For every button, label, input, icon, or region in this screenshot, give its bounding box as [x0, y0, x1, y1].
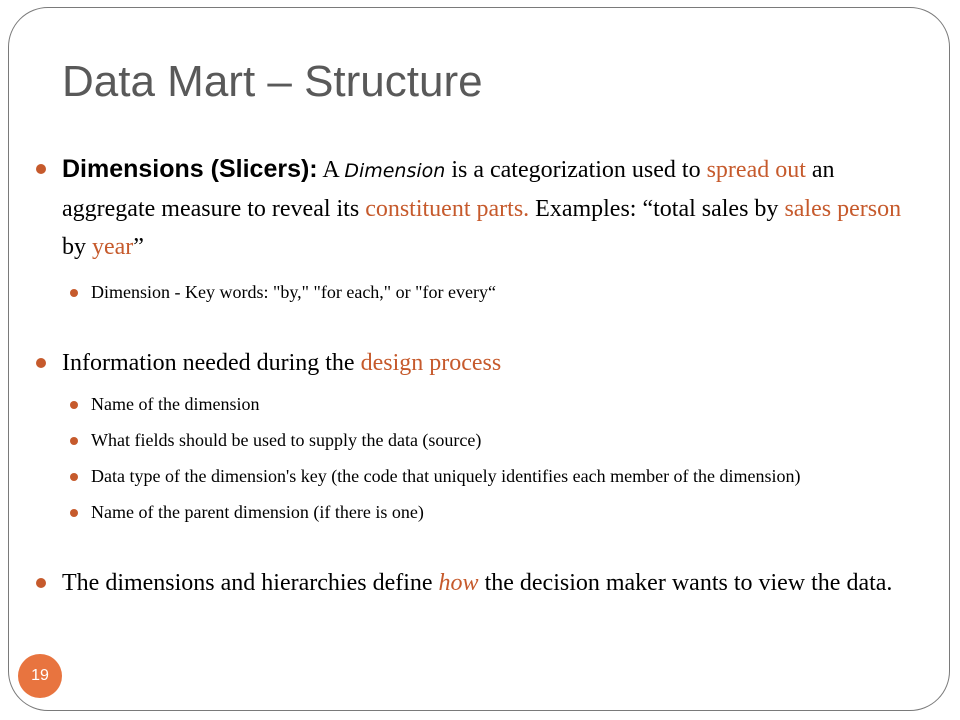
sub-bullet-dot	[70, 289, 78, 297]
design-item	[36, 426, 916, 454]
year-highlight: year	[92, 234, 134, 260]
bullet-dot	[36, 578, 46, 588]
dimension-word: Dimension	[344, 160, 446, 182]
sub-bullet-dot	[70, 473, 78, 481]
design-item-text: What fields should be used to supply the data (source)	[91, 430, 482, 450]
bullet-design-info	[36, 344, 916, 382]
dimensions-text-a: is a categorization used to	[445, 157, 707, 183]
design-item-text: Name of the dimension	[91, 394, 260, 414]
sub-bullet-dot	[70, 437, 78, 445]
how-highlight: how	[438, 570, 479, 596]
slide-content	[36, 150, 916, 602]
sales-person-highlight: sales person	[784, 196, 902, 222]
design-item-text: Name of the parent dimension (if there is one)	[91, 502, 424, 522]
constituent-parts-highlight: constituent parts.	[365, 196, 530, 222]
sub-bullet-dot	[70, 509, 78, 517]
bullet-dimensions	[36, 150, 916, 266]
hierarchies-lead: The dimensions and hierarchies define	[62, 570, 439, 596]
sub-bullet-dot	[70, 401, 78, 409]
design-item	[36, 390, 916, 418]
design-info-lead: Information needed during the	[62, 350, 361, 376]
bullet-dot	[36, 358, 46, 368]
keywords-text: Dimension - Key words: "by," "for each," or "for every“	[91, 282, 496, 302]
design-item	[36, 462, 916, 490]
dimensions-text-c: Examples: “total sales by	[529, 196, 785, 222]
design-item-text: Data type of the dimension's key (the code that uniquely identifies each member of the dimension)	[91, 466, 801, 486]
dimensions-intro: A	[317, 157, 345, 183]
spread-out-highlight: spread out	[706, 157, 806, 183]
slide-number-badge: 19	[18, 654, 62, 698]
slide-title: Data Mart – Structure	[62, 57, 483, 106]
sub-bullet-keywords	[36, 278, 916, 306]
bullet-hierarchies	[36, 564, 916, 602]
hierarchies-tail: the decision maker wants to view the data.	[478, 570, 893, 596]
dimensions-text-d: by	[62, 234, 92, 260]
design-item	[36, 498, 916, 526]
dimensions-term: Dimensions (Slicers):	[62, 155, 318, 183]
dimensions-text-b: an aggregate measure to reveal its	[62, 157, 835, 222]
bullet-dot	[36, 164, 46, 174]
design-process-highlight: design process	[360, 350, 502, 376]
dimensions-text-e: ”	[133, 234, 144, 260]
